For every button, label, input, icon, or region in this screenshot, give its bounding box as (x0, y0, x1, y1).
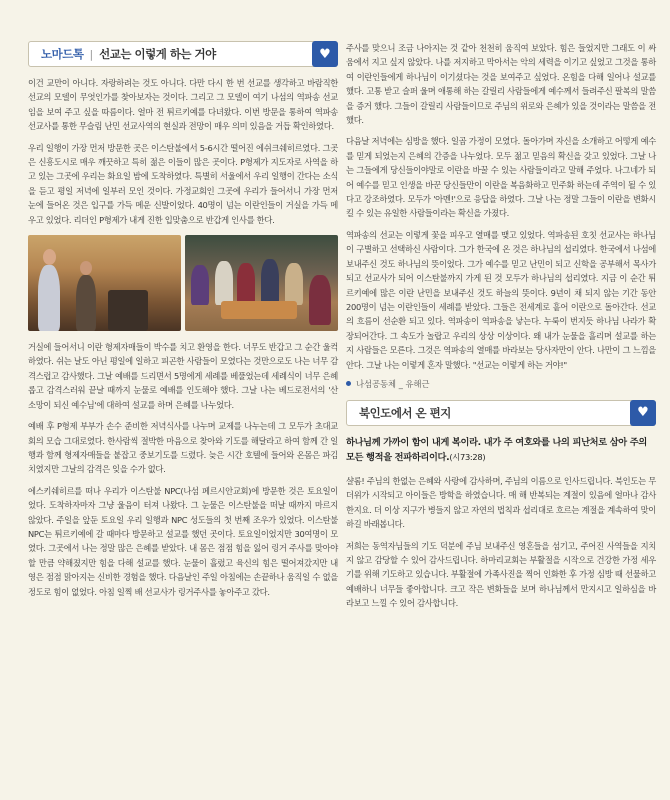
series-label: 노마드톡 (41, 47, 84, 61)
article-paragraph: 거실에 들어서니 이란 형제자매들이 박수를 치고 환영을 한다. 너무도 반갑고 그 순간 울컥하였다. 쉬는 날도 아닌 평일에 일하고 피곤한 사람들이 모였다는 것만으로도 나는 너무 감격스럽고 감사했다. 그날 예배를 드리면서 5명에게 세례를 베풀었는데 세례식이 너무 은혜롭고 감격스러워 끝날 때까지 눈물로 예배를 인도해야 했다. 그날 나는 베드로전서의 '산 소망이 되신 예수님'에 대하여 설교를 하며 은혜를 나누었다. (28, 342, 338, 410)
article-paragraph: 주사를 맞으니 조금 나아지는 것 같아 천천히 움직여 보았다. 힘은 들었지만 그래도 이 싸움에서 지고 싶지 않았다. 나를 저지하고 막아서는 악의 세력을 이기고 싶었고 그것을 통하여 이란인들에게 하나님이 이기셨다는 것을 보여주고 싶었다. 온힘을 다해 일어나 설교를 했다. 고통 받고 슬퍼 울며 애통해 하는 갈릴리 사람들에게 예수께서 들려주신 팔복의 말씀을 증거 했다. 그들이 갈릴리 사람들이므로 주님의 위로와 은혜가 있을 것이라는 말씀을 전했다. (346, 43, 656, 126)
article-paragraph: 우리 일행이 가장 먼저 방문한 곳은 이스탄불에서 5-6시간 떨어진 에쉬크쉐히르였다. 그곳은 신흥도시로 매우 깨끗하고 특히 젊은 이들이 많은 곳이다. P형제가 지도자로 사역을 하고 있는 그곳에 우리는 화요일 밤에 도착하였다. 특별히 서울에서 우리 일행이 간다는 소식을 듣고 평일 저녁에 일부러 모인 것이다. 가정교회인 그곳에 우리가 들어서니 가장 먼저 눈에 들어온 것은 입구를 가득 메운 신발이었다. 40명이 넘는 이란인들이 거실을 가득 메우고 있었다. 리더인 P형제가 내게 진한 입맞춤으로 반갑게 인사를 한다. (28, 142, 338, 225)
heart-icon: ♥ (312, 41, 338, 67)
bullet-icon (346, 381, 351, 386)
section-tab-north-india (346, 400, 656, 426)
photo-fellowship (185, 235, 338, 331)
letter-title: 북인도에서 온 편지 (359, 405, 451, 420)
letter-paragraph: 샬롬! 주님의 한없는 은혜와 사랑에 감사하며, 주님의 이름으로 인사드립니다. 북인도는 무더위가 시작되고 아이들은 방학을 하였습니다. 매 해 반복되는 계절이 있음에 얼마나 감사한지요. 더 이상 지구가 병들지 않고 자연의 법칙과 섭리대로 흐르는 계절을 계속하여 맞이하길 바래봅니다. (346, 475, 656, 530)
article-paragraph: 역파송의 선교는 이렇게 꽃을 피우고 열매를 맺고 있었다. 역파송된 호칫 선교사는 하나님이 구별하고 선택하신 사람이다. 그가 한국에 온 것은 하나님의 섭리였다. 한국에서 나섬에 보내주신 것도 하나님의 뜻이었다. 그가 예수를 믿고 난민이 되고 신학을 공부해서 목사가 되고 선교사가 되어 이스탄불까지 가게 된 것 모두가 하나님의 섭리였다. 지금 이 순간 튀르키예에 많은 이란 난민을 보내주신 것도 하늘의 뜻이다. 9년이 채 되지 않는 기간 동안 200명이 넘는 이란인들이 세례를 받았다. 그들은 전세계로 흩어 이란으로 돌아간다. 선교의 흐름이 선순환 되고 있다. 역파송이 역파송을 낳는다. 누룩이 번지듯 하나님 나라가 확장되어간다. 그 속도가 놀랍고 우리의 상상 이상이다. 왜 내가 눈물을 흘리며 설교를 하는지 사람들은 모른다. 그것은 역파송의 열매를 바라보는 당사자만이 안다. 나만이 그 느낌을 안다. 그날 나는 이렇게 혼자 말했다. "선교는 이렇게 하는 거야!" (346, 229, 656, 370)
signature (346, 378, 656, 390)
photo-row (28, 235, 338, 331)
article-paragraph: 다음날 저녁에는 심방을 했다. 일곱 가정이 모였다. 돌아가며 자신을 소개하고 어떻게 예수를 믿게 되었는지 은혜의 간증을 나누었다. 모두 젊고 믿음의 확신을 갖고 있었다. 그날 나는 그들에게 당신들이야말로 이란을 바꿀 수 있는 사람들이라고 말해 주었다. 나그네가 되어 예수를 믿고 인생을 바꾼 당신들만이 이란을 복음화하고 민주화 하는데 주역이 될 수 있다고 강조하였다. 모두가 '아멘!'으로 응답을 하였다. 그날 나는 정말 그들이 이란을 변화시킬 수 있는 유일한 사람들이라는 확신을 가졌다. (346, 136, 656, 219)
photo-preaching (28, 235, 181, 331)
verse-text: 하나님께 가까이 함이 내게 복이라. 내가 주 여호와를 나의 피난처로 삼아 주의 모든 행적을 전파하리이다. (346, 436, 647, 464)
signature-text: 나섬공동체 _ 유해근 (356, 378, 430, 389)
left-column (28, 0, 338, 599)
article-title: 선교는 이렇게 하는 거야 (99, 47, 216, 61)
section-tab-nomad-talk (28, 41, 338, 67)
verse-reference: (시73:28) (449, 452, 486, 463)
article-paragraph: 이건 교만이 아니다. 자랑하려는 것도 아니다. 다만 다시 한 번 선교를 생각하고 바람직한 선교의 모델이 무엇인가를 찾아보자는 것이다. 그리고 그 모델이 여기 나섬의 역파송 선교임을 보여 주고 싶을 따름이다. 얼마 전 튀르키예를 다녀왔다. 이번 방문을 통하여 역파송 선교사를 통한 무슬림 난민 선교사역의 현실과 전망이 매우 의미 있음을 거듭 확인하였다. (28, 78, 338, 132)
scripture-verse (346, 436, 656, 466)
heart-icon: ♥ (630, 400, 656, 426)
article-paragraph: 에스키쉐히르를 떠나 우리가 이스탄불 NPC(나섬 페르시안교회)에 방문한 것은 토요일이었다. 도착하자마자 그냥 울음이 터져 나왔다. 그 눈물은 이스탄불을 떠날 때까지 마르지 않았다. 주일을 앞둔 토요일 우리 일행과 NPC 성도들의 첫 번째 조우가 있었다. 이스탄불 NPC는 튀르키예에 갈 때마다 방문하고 설교를 했던 곳이다. 토요일이었지만 30여명이 모였다. 그곳에서 나는 정말 많은 은혜를 받았다. 내 몸은 점점 힘을 잃어 링거 주사를 맞아야 할 만큼 약해졌지만 힘을 다해 설교를 했다. 눈물이 흘렀고 육신의 힘은 떨어져갔지만 내 영은 점점 맑아지는 신비한 경험을 했다. 다음날인 주일 아침에는 손끝하나 움직일 수 없을 정도로 힘이 없었다. 아침 일찍 배 선교사가 링거주사를 놓아주고 갔다. (28, 485, 338, 597)
divider: | (89, 47, 94, 61)
letter-paragraph: 저희는 동역자님들의 기도 덕분에 주님 보내주신 영혼들을 섬기고, 주어진 사역들을 지치지 않고 감당할 수 있어 감사드립니다. 하마리교회는 부활절을 시작으로 건강한 가정 세우기를 위해 기도하고 있습니다. 부활절에 가족사진을 찍어 인화한 후 가정 심방 때 선물하고 예배하니 너무들 좋아합니다. 크고 작은 변화들을 보며 하나님께서 만지시고 일하심을 바라보고 느낄 수 있어 감사합니다. (346, 540, 656, 609)
right-column (346, 0, 656, 611)
article-paragraph: 예배 후 P형제 부부가 손수 준비한 저녁식사를 나누며 교제를 나누는데 그 모두가 초대교회의 모습 그대로였다. 한사람씩 절박한 마음으로 찾아와 기도를 해달라고 하여 함께 간 일행과 함께 형제자매들을 붙잡고 중보기도를 드렸다. 늦은 시간 호텔에 들어와 온몸은 파김치였지만 그날의 감격은 잊을 수가 없다. (28, 421, 338, 475)
